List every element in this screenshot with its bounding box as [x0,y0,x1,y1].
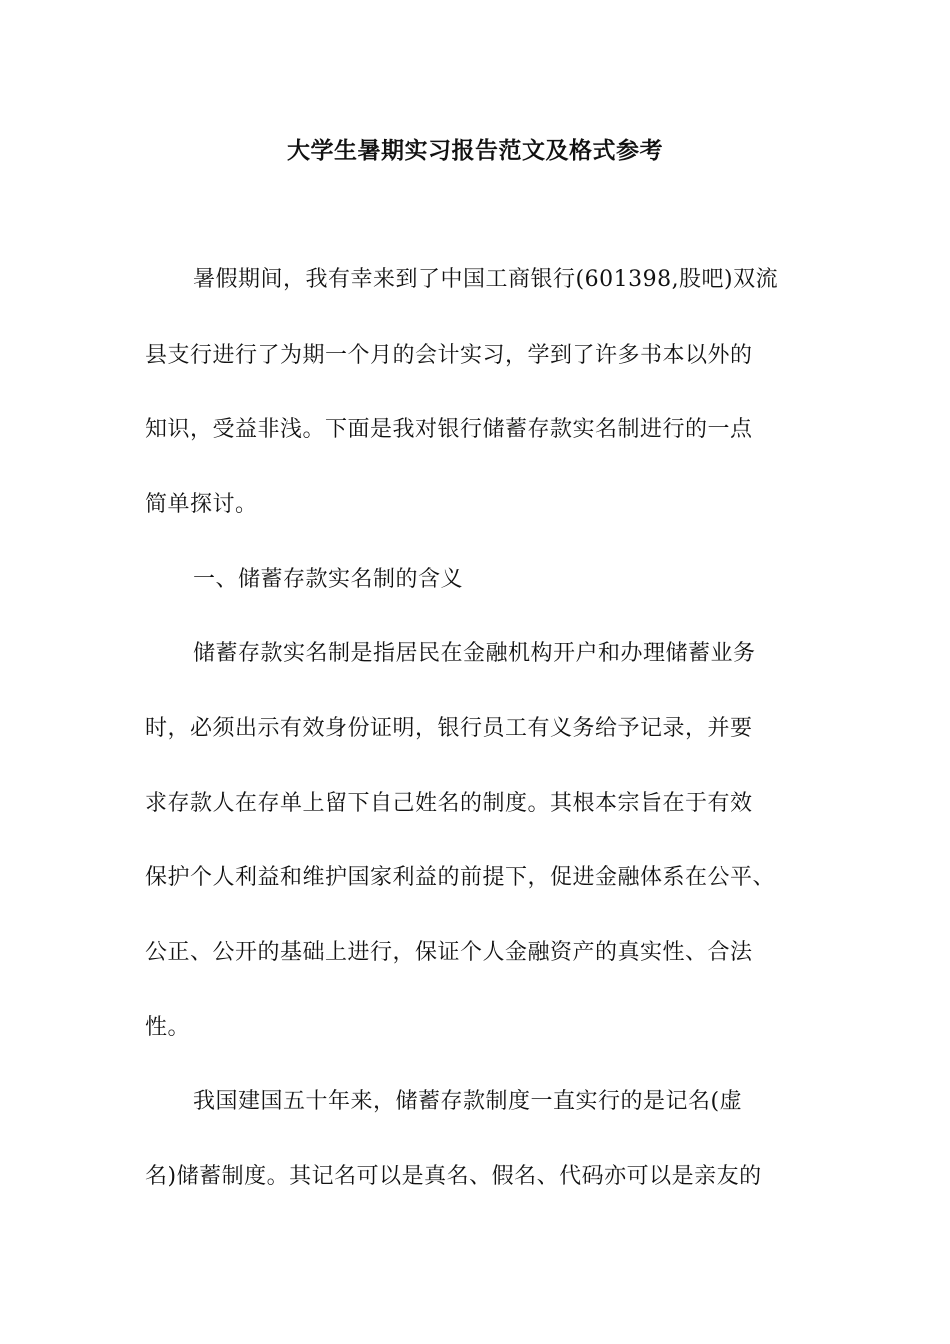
paragraph-line: 求存款人在存单上留下自己姓名的制度。其根本宗旨在于有效 [145,791,753,816]
paragraph-line: 时，必须出示有效身份证明，银行员工有义务给予记录，并要 [145,716,753,741]
paragraph-line: 储蓄存款实名制是指居民在金融机构开户和办理储蓄业务 [193,641,756,666]
paragraph-line: 性。 [145,1015,191,1040]
paragraph-line: 简单探讨。 [145,492,258,517]
paragraph-line: 我国建国五十年来，储蓄存款制度一直实行的是记名(虚 [193,1089,743,1114]
paragraph-line: 暑假期间，我有幸来到了中国工商银行(601398,股吧)双流 [193,267,779,292]
paragraph-line: 县支行进行了为期一个月的会计实习，学到了许多书本以外的 [145,343,753,368]
paragraph-line: 保护个人利益和维护国家利益的前提下，促进金融体系在公平、 [145,865,776,890]
paragraph-line: 公正、公开的基础上进行，保证个人金融资产的真实性、合法 [145,940,753,965]
section-heading: 一、储蓄存款实名制的含义 [193,567,464,592]
document-title: 大学生暑期实习报告范文及格式参考 [287,137,663,164]
paragraph-line: 知识，受益非浅。下面是我对银行储蓄存款实名制进行的一点 [145,417,753,442]
paragraph-line: 名)储蓄制度。其记名可以是真名、假名、代码亦可以是亲友的 [145,1164,762,1189]
